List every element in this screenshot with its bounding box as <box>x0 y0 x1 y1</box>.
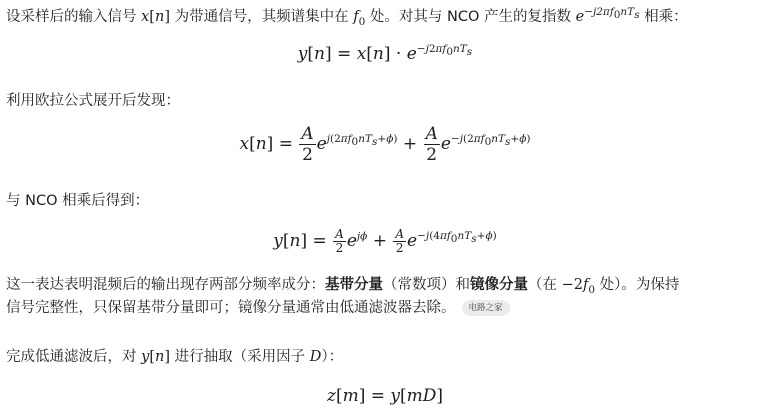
fraction-a-over-2: $\frac{A}{2}$ <box>425 124 438 165</box>
math-complex-exp: $e^{-j2\pi f_0nT_s}$ <box>575 6 640 25</box>
equation-decimation: z[m] = y[mD] <box>326 386 444 406</box>
fraction-a-over-2: $\frac{A}{2}$ <box>301 124 314 165</box>
watermark-badge: 电路之家 <box>462 300 510 316</box>
math-D: D <box>309 349 322 365</box>
paragraph-components: 这一表达表明混频后的输出现存两部分频率成分：基带分量（常数项）和镜像分量（在 $-2f_0$ 处）。为保持 信号完整性，只保留基带分量即可；镜像分量通常由低通滤波器去除。 电路之家 <box>6 277 680 316</box>
math-y-n: y[n] <box>141 349 170 365</box>
equation-mixing: $y[n] = x[n] \cdot e^{-j2\pi f_0nT_s}$ <box>297 43 473 64</box>
math-x-n: x[n] <box>141 9 170 25</box>
equation-euler-expansion: x[n] = $\frac{A}{2}$ $e^{j(2\pi f_0nT_s+\phi)}$ + $\frac{A}{2}$ $e^{-j(2\pi f_0nT_s+\phi)}$ <box>239 124 531 165</box>
paragraph-decimation: 完成低通滤波后，对 y[n] 进行抽取（采用因子 D）： <box>6 349 344 365</box>
math-f0: $f_0$ <box>353 9 366 28</box>
fraction-a-over-2: $\frac{A}{2}$ <box>395 227 405 255</box>
paragraph-after-mixing: 与 NCO 相乘后得到： <box>6 193 150 209</box>
equation-mixed-output: y[n] = $\frac{A}{2}$ $e^{j\phi}$ + $\frac{A}{2}$ $e^{-j(4\pi f_0nT_s+\phi)}$ <box>273 227 497 255</box>
paragraph-euler: 利用欧拉公式展开后发现： <box>6 93 180 109</box>
math-minus-2f0: $-2f_0$ <box>561 277 596 296</box>
fraction-a-over-2: $\frac{A}{2}$ <box>335 227 344 255</box>
paragraph-intro: 设采样后的输入信号 x[n] 为带通信号，其频谱集中在 $f_0$ 处。对其与 NCO 产生的复指数 $e^{-j2\pi f_0nT_s}$ 相乘： <box>6 6 688 28</box>
